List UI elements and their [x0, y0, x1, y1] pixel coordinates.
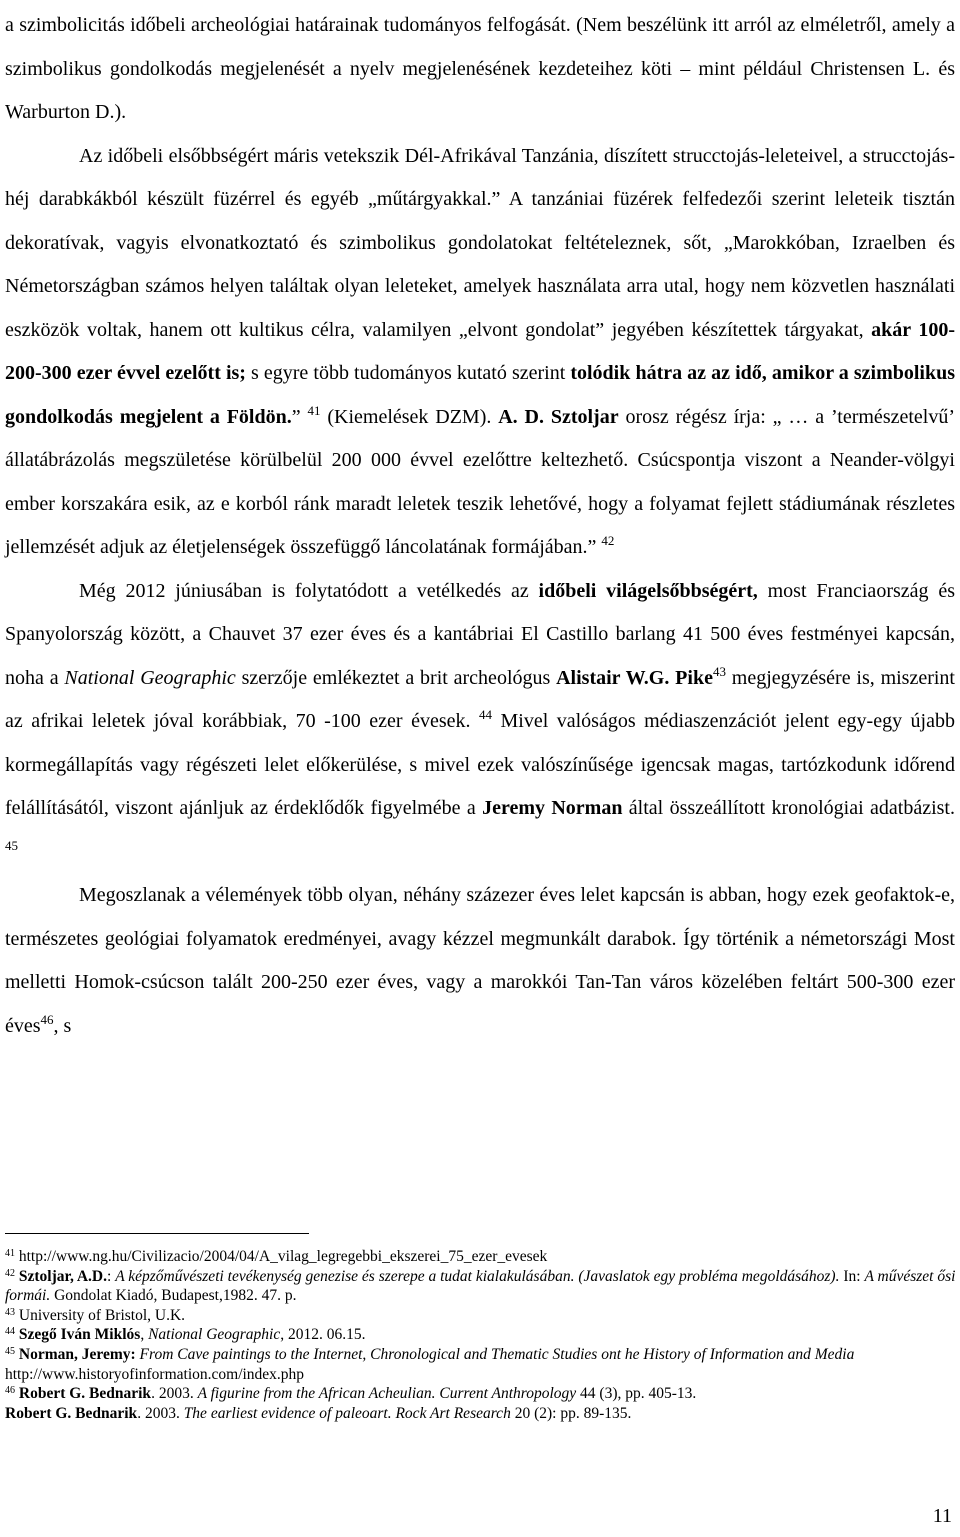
text-run: Mivel valóságos médiaszenzációt jelent egy-egy újabb kormegállapítás vagy régészeti lelet előkerülése, s mivel ezek valószínűsége igencsak magas, tartózkodunk időrend felállításától, viszont ajánljuk az érdeklődők figyelmébe a	[5, 710, 955, 819]
footnote	[5, 1247, 957, 1267]
paragraph	[5, 570, 955, 875]
text-run: a szimbolicitás időbeli archeológiai határainak tudományos felfogását. (Nem beszélünk itt arról az elméletről, amely a szimbolikus gondolkodás megjelenését a nyelv megjelenésének kezdeteihez köti – mint például Christensen L. és Warburton D.).	[5, 14, 955, 123]
footnote	[5, 1384, 957, 1404]
paragraph	[5, 4, 955, 135]
italic-text: From Cave paintings to the Internet, Chronological and Thematic Studies ont he History of Information and Media	[139, 1345, 855, 1363]
footnote-ref: 43	[5, 1306, 15, 1318]
footnote-ref: 43	[712, 663, 726, 679]
text-run: . 2003.	[137, 1404, 184, 1422]
text-run: által összeállított kronológiai adatbázist.	[622, 797, 955, 819]
text-run: Megoszlanak a vélemények több olyan, néhány százezer éves lelet kapcsán is abban, hogy ezek geofaktok-e, természetes geológiai folyamatok eredményei, avagy kézzel megmunkált darabok. Így történik a németországi Most melletti Homok-csúcson talált 200-250 ezer éves, vagy a marokkói Tan-Tan város közelében feltárt 500-300 ezer éves	[5, 884, 955, 1037]
footnote-ref: 45	[5, 1345, 15, 1357]
text-run: s egyre több tudományos kutató szerint	[245, 362, 571, 384]
bold-text: Robert G. Bednarik	[18, 1385, 152, 1403]
bold-text: tolódik hátra az az idő, amikor a szimbolikus gondolkodás megjelent a Földön.	[5, 362, 956, 428]
footnotes	[5, 1247, 957, 1423]
footnote-ref: 46	[5, 1385, 15, 1397]
page-number: 11	[932, 1505, 952, 1527]
text-run: ,	[140, 1326, 149, 1344]
italic-text: A figurine from the African Acheulian. Current Anthropology	[197, 1385, 577, 1403]
paragraph	[5, 874, 955, 1048]
text-run: megjegyzésére is, miszerint az afrikai leletek jóval korábbiak, 70 -100 ezer évesek.	[5, 666, 955, 732]
text-run: :	[107, 1267, 116, 1285]
italic-text: National Geographic	[64, 666, 236, 689]
text-run: 20 (2): pp. 89-135.	[510, 1404, 632, 1422]
bold-text: Robert G. Bednarik	[5, 1404, 138, 1422]
footnote	[5, 1306, 957, 1326]
italic-text: A képzőművészeti tevékenység genezise és szerepe a tudat kialakulásában. (Javaslatok egy probléma megoldásához).	[115, 1267, 840, 1285]
footnote-ref: 45	[5, 837, 18, 853]
text-run: , 2012. 06.15.	[280, 1326, 366, 1344]
text-run: (Kiemelések DZM).	[320, 405, 499, 428]
footnote	[5, 1325, 957, 1345]
footnote	[5, 1404, 957, 1424]
bold-text: akár 100-200-300 ezer évvel ezelőtt is;	[5, 318, 955, 384]
text-run: 44 (3), pp. 405-13.	[576, 1385, 697, 1403]
footnote	[5, 1345, 957, 1384]
text-run: , s	[53, 1014, 72, 1037]
footnote	[5, 1267, 957, 1306]
text-run: University of Bristol, U.K.	[15, 1306, 186, 1324]
bold-text: Norman, Jeremy:	[18, 1345, 136, 1363]
italic-text: The earliest evidence of paleoart. Rock Art Research	[183, 1404, 511, 1422]
text-run: Gondolat Kiadó, Budapest,1982. 47. p.	[50, 1287, 297, 1305]
bold-text: A. D. Sztoljar	[498, 405, 619, 428]
italic-text: National Geographic	[148, 1326, 281, 1344]
text-run: http://www.ng.hu/Civilizacio/2004/04/A_vilag_legregebbi_ekszerei_75_ezer_evesek	[15, 1248, 548, 1265]
footnote-ref: 41	[5, 1248, 15, 1259]
bold-text: időbeli világelsőbbségért,	[538, 579, 758, 602]
footnote-ref: 41	[307, 402, 321, 418]
bold-text: Alistair W.G. Pike	[556, 666, 713, 689]
footnote-separator	[5, 1233, 309, 1234]
text-run: most Franciaország és Spanyolország között, a Chauvet 37 ezer éves és a kantábriai El Castillo barlang 41 500 éves festményei kapcsán, noha a	[5, 579, 955, 689]
text-run: . 2003.	[151, 1385, 198, 1403]
bold-text: Sztoljar, A.D.	[18, 1267, 107, 1285]
paragraph	[5, 135, 955, 570]
footnote-ref: 46	[40, 1011, 54, 1027]
footnote-ref: 44	[478, 707, 492, 722]
italic-text: A művészet ősi formái.	[5, 1267, 956, 1305]
text-run: Még 2012 júniusában is folytatódott a vetélkedés az	[79, 579, 539, 602]
bold-text: Szegő Iván Miklós	[18, 1326, 141, 1344]
text-run: orosz régész írja: „ … a ’természetelvű’ állatábrázolás megszületése körülbelül 200 000 évvel ezelőttre keltezhető. Csúcspontja viszont a Neander-völgyi ember korszakára esik, az e korból ránk maradt leletek teszik lehetővé, hogy a folyamat fejlett stádiumának részletes jellemzését adjuk az életjelenségek összefüggő láncolatának formájában.”	[5, 405, 956, 558]
bold-text: Jeremy Norman	[482, 797, 623, 819]
text-run: In:	[839, 1267, 865, 1285]
text-run: ”	[291, 405, 308, 428]
body-text	[5, 4, 955, 1048]
footnote-ref: 42	[5, 1267, 15, 1279]
footnote-ref: 42	[601, 533, 615, 548]
footnote-ref: 44	[5, 1326, 15, 1338]
text-run: http://www.historyofinformation.com/index.php	[5, 1365, 305, 1383]
text-run: szerzője emlékeztet a brit archeológus	[235, 666, 557, 689]
text-run: Az időbeli elsőbbségért máris vetekszik Dél-Afrikával Tanzánia, díszített strucctojás-leleteivel, a strucctojás-héj darabkákból készült füzérrel és egyéb „műtárgyakkal.” A tanzániai füzérek felfedezői szerint leleteik tisztán dekoratívak, vagyis elvonatkoztató és szimbolikus gondolatokat feltételeznek, sőt, „Marokkóban, Izraelben és Németországban számos helyen találtak olyan leleteket, amelyek használata arra utal, hogy nem közvetlen használati eszközök voltak, hanem ott kultikus célra, valamilyen „elvont gondolat” jegyében készítettek tárgyakat,	[5, 144, 955, 341]
